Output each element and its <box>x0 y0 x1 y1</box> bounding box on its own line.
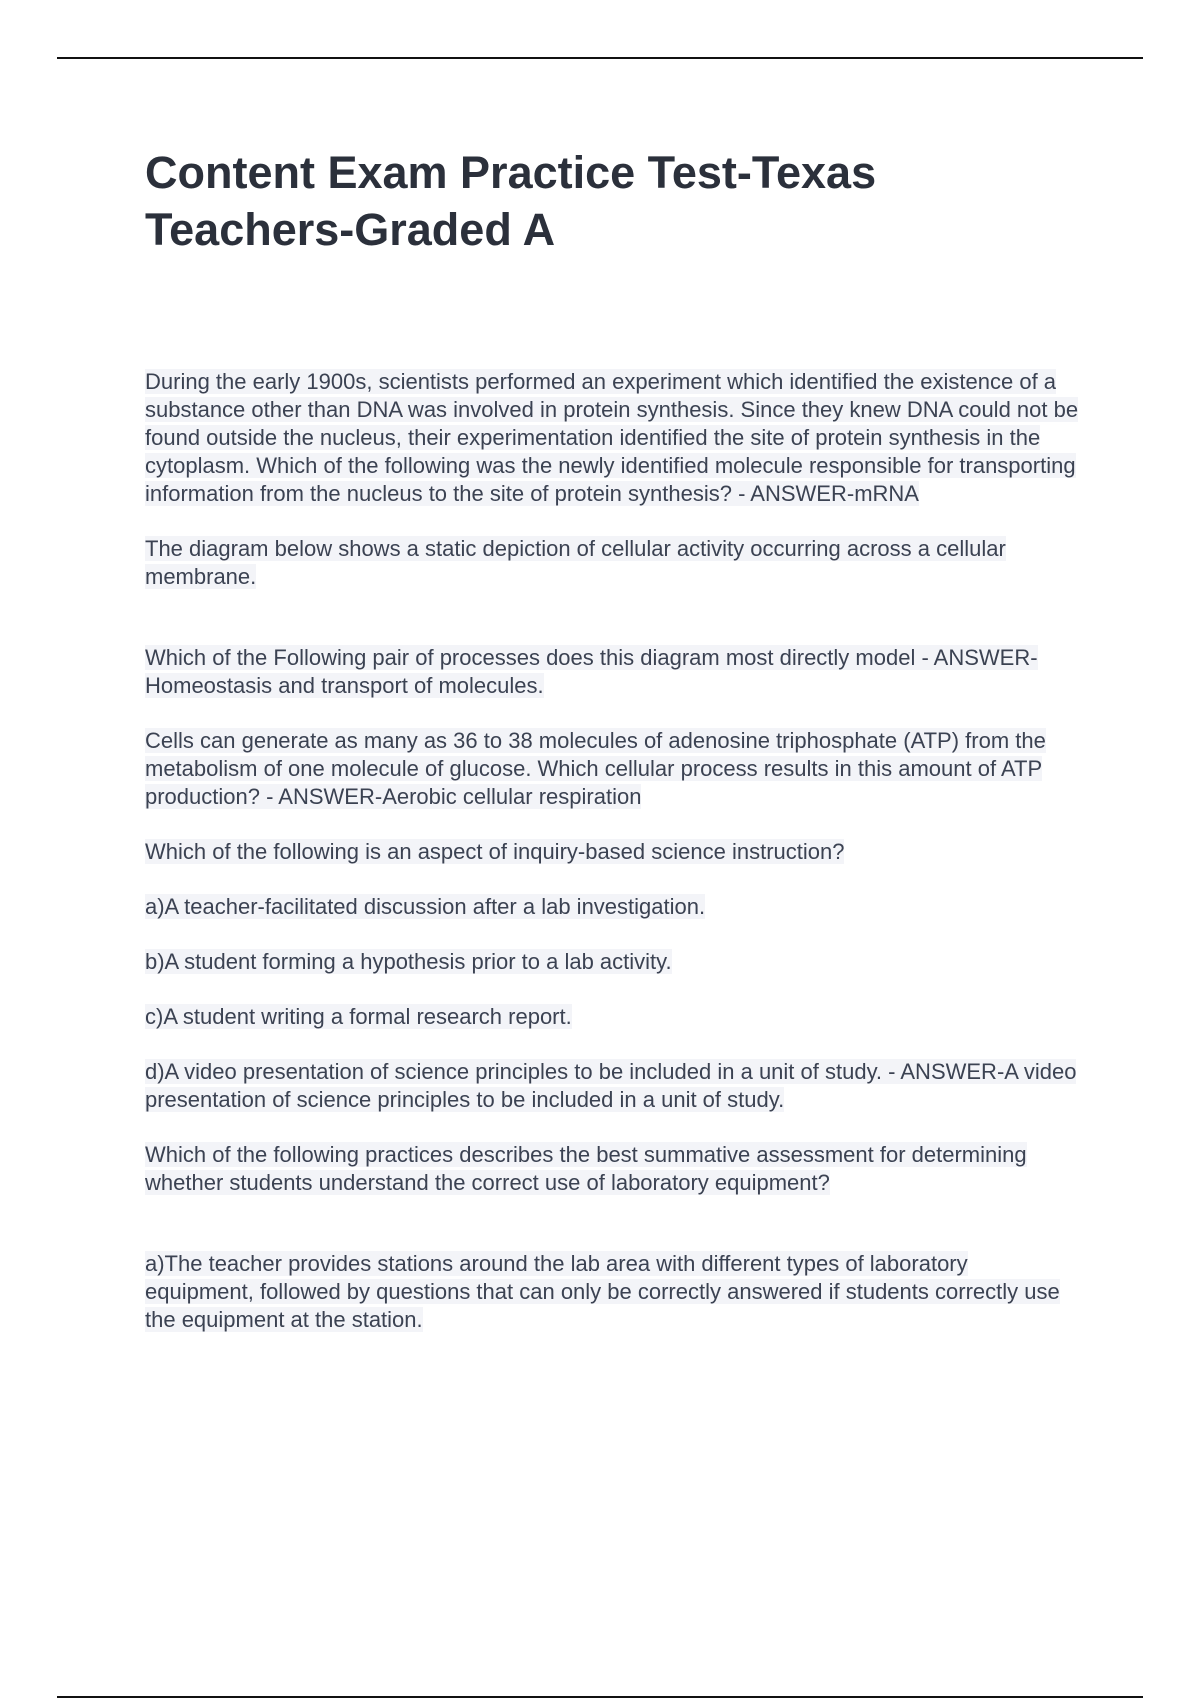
option-c: c)A student writing a formal research report. <box>145 1004 572 1029</box>
option-a-stations: a)The teacher provides stations around the lab area with different types of laboratory equipment, followed by questions that can only be correctly answered if students correctly use the equipment at the station. <box>145 1251 1060 1332</box>
question-homeostasis: Which of the Following pair of processes does this diagram most directly model - ANSWER-Homeostasis and transport of molecules. <box>145 645 1038 698</box>
option-b: b)A student forming a hypothesis prior to a lab activity. <box>145 949 672 974</box>
question-summative: Which of the following practices describes the best summative assessment for determining whether students understand the correct use of laboratory equipment? <box>145 1142 1027 1195</box>
option-a: a)A teacher-facilitated discussion after a lab investigation. <box>145 894 706 919</box>
question-mrna: During the early 1900s, scientists performed an experiment which identified the existence of a substance other than DNA was involved in protein synthesis. Since they knew DNA could not be found outside the nucleus, their experimentation identified the site of protein synthesis in the cytoplasm. Which of the following was the newly identified molecule responsible for transporting information from the nucleus to the site of protein synthesis? - ANSWER-mRNA <box>145 369 1079 506</box>
bottom-divider <box>57 1696 1143 1698</box>
page-title <box>145 144 1065 258</box>
diagram-intro: The diagram below shows a static depiction of cellular activity occurring across a cellular membrane. <box>145 536 1006 589</box>
top-divider <box>57 57 1143 59</box>
title-line-1: Content Exam Practice Test-Texas <box>145 147 877 198</box>
option-d-answer: d)A video presentation of science principles to be included in a unit of study. - ANSWER-A video presentation of science principles to be included in a unit of study. <box>145 1059 1077 1112</box>
document-body <box>145 368 1080 1334</box>
title-line-2: Teachers-Graded A <box>145 204 556 255</box>
question-atp: Cells can generate as many as 36 to 38 molecules of adenosine triphosphate (ATP) from the metabolism of one molecule of glucose. Which cellular process results in this amount of ATP production? - ANSWER-Aerobic cellular respiration <box>145 728 1046 809</box>
question-inquiry: Which of the following is an aspect of inquiry-based science instruction? <box>145 839 845 864</box>
